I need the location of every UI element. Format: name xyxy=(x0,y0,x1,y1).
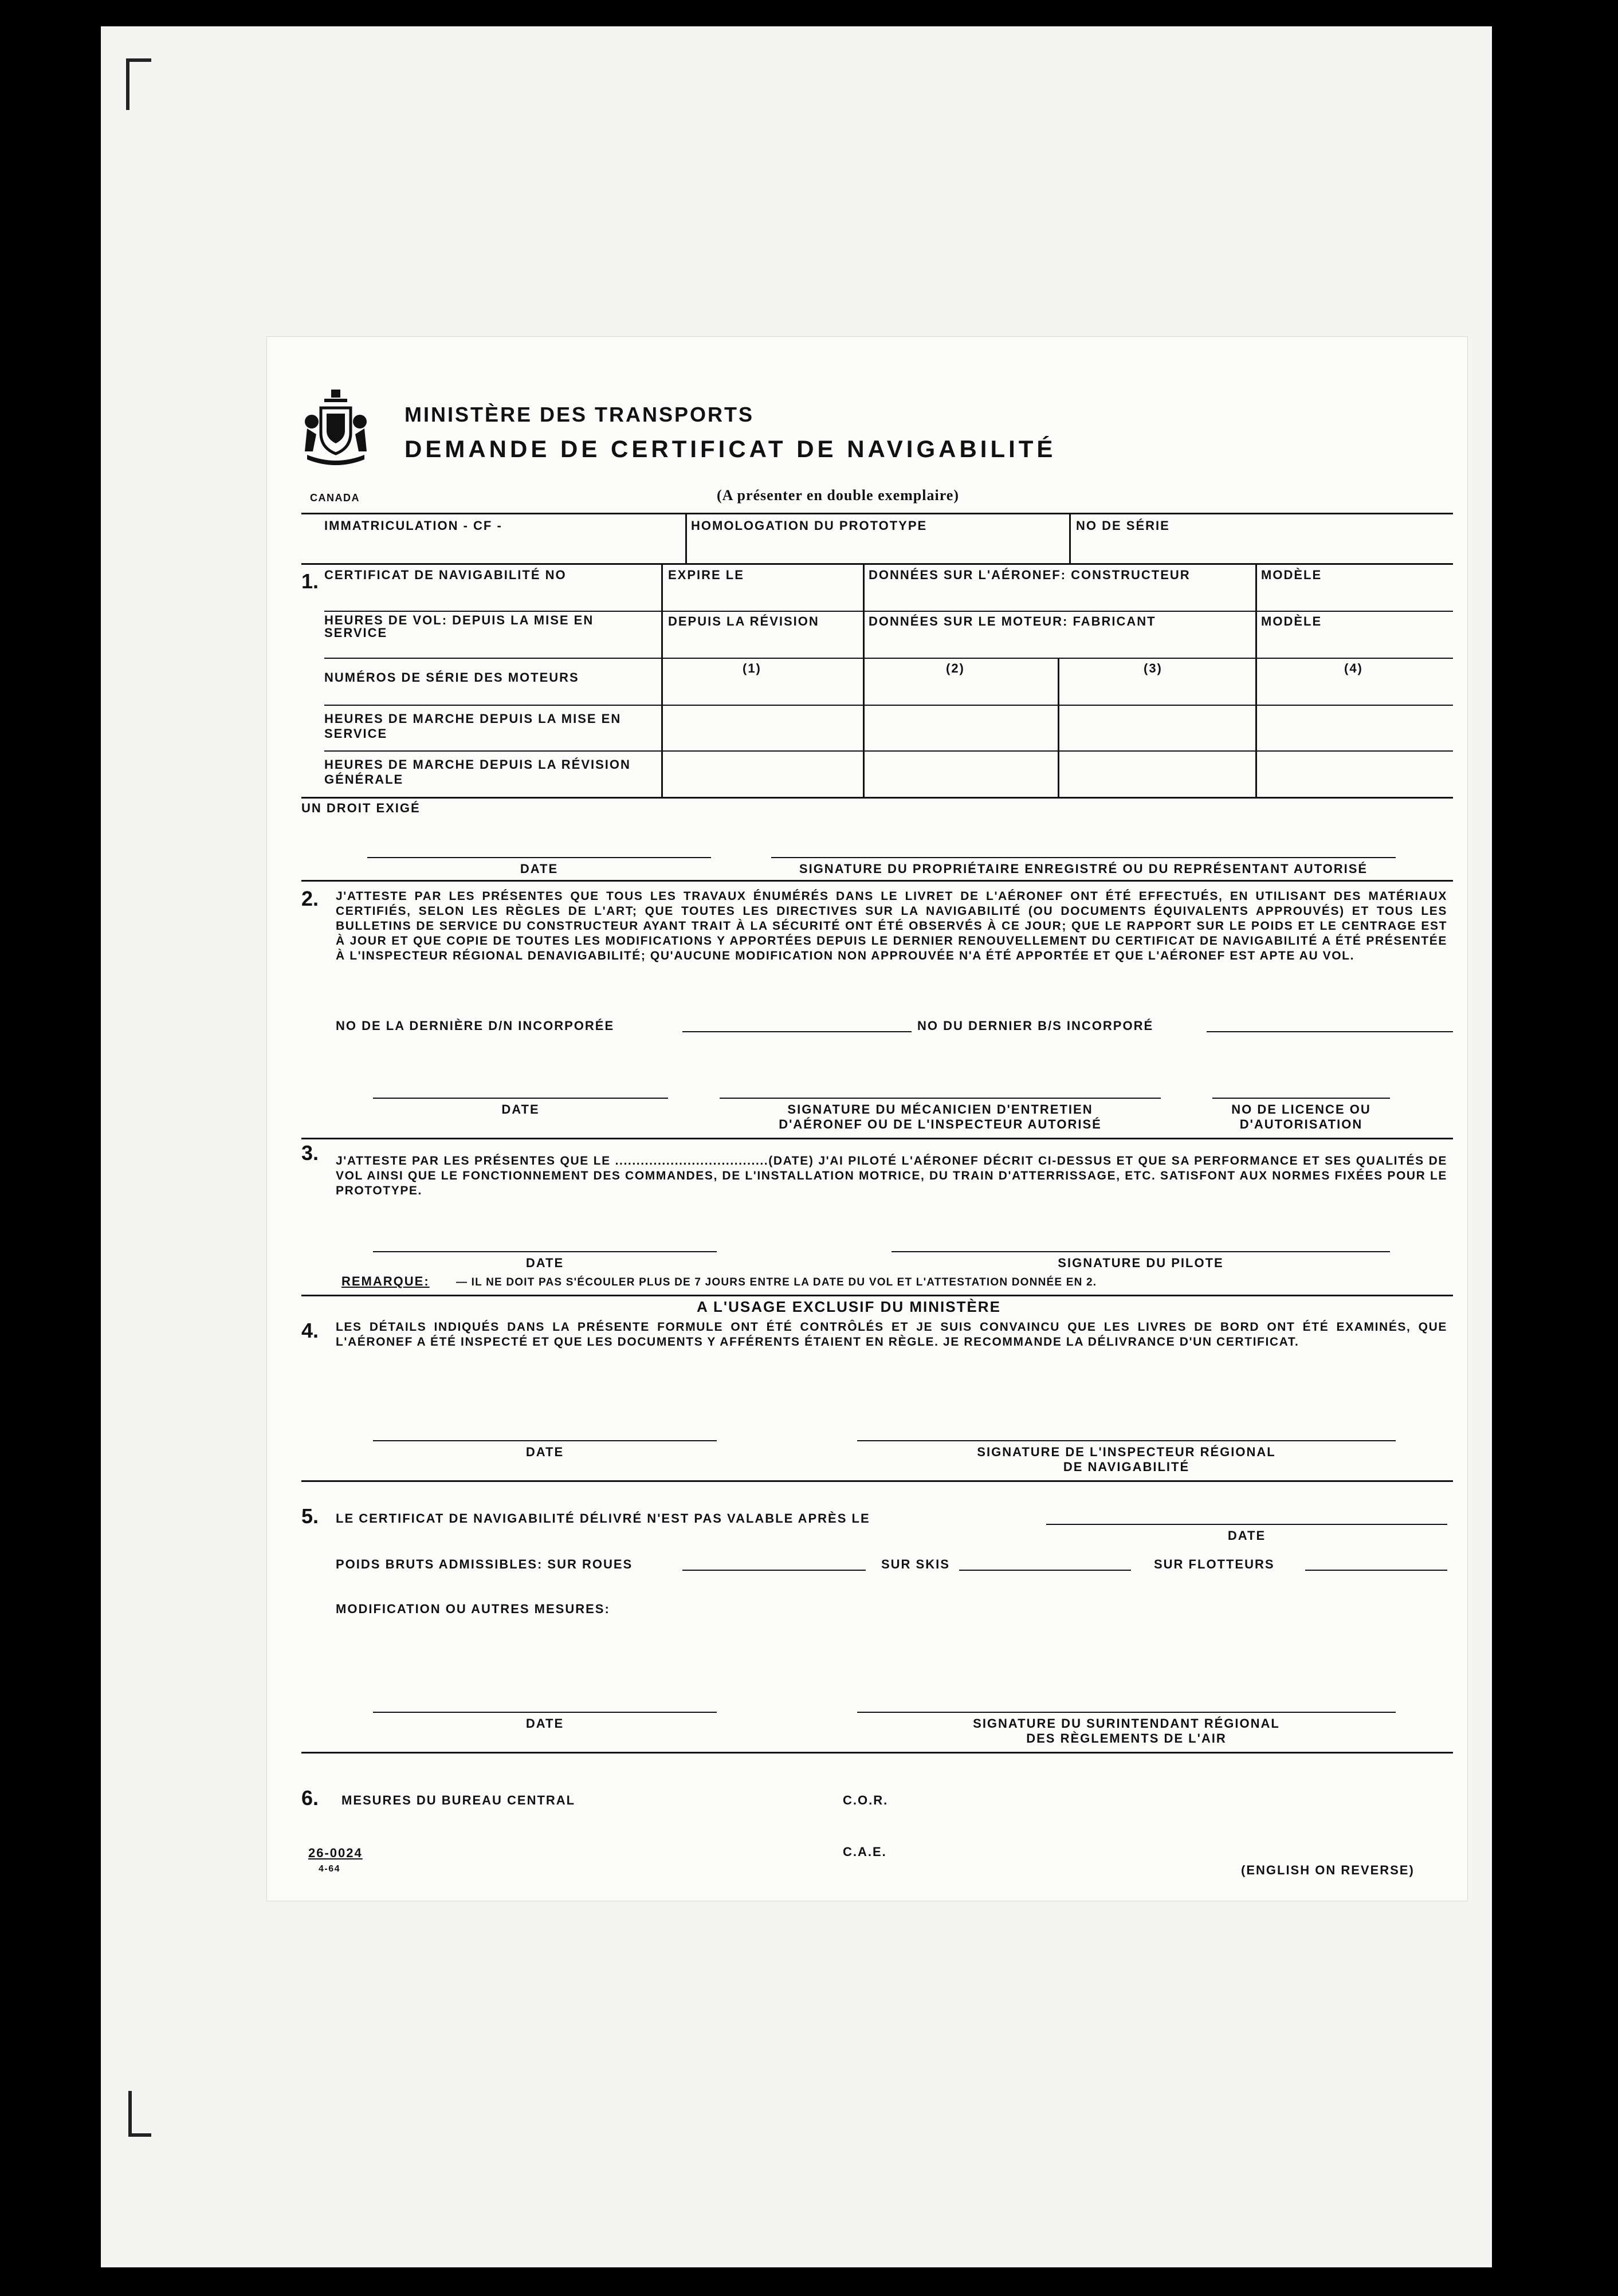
rule xyxy=(863,563,865,798)
remark-text: — IL NE DOIT PAS S'ÉCOULER PLUS DE 7 JOURS ENTRE LA DATE DU VOL ET L'ATTESTATION DONNÉE EN 2. xyxy=(456,1276,1097,1288)
serial-no-label: NO DE SÉRIE xyxy=(1076,518,1170,533)
rule xyxy=(1069,513,1071,564)
rule xyxy=(301,797,1453,799)
ministry-use-heading: A L'USAGE EXCLUSIF DU MINISTÈRE xyxy=(697,1298,1001,1315)
cor-label: C.O.R. xyxy=(843,1793,889,1807)
rule xyxy=(301,513,1453,514)
country-label: CANADA xyxy=(310,492,360,504)
wheels-weight-field[interactable] xyxy=(682,1570,866,1571)
rule xyxy=(301,1295,1453,1296)
engine-col-4: (4) xyxy=(1344,661,1363,675)
form-number: 26-0024 xyxy=(308,1846,363,1860)
crop-mark-top-left-h xyxy=(126,58,151,62)
date-label: DATE xyxy=(525,1256,564,1270)
superintendent-signature-label-2: DES RÈGLEMENTS DE L'AIR xyxy=(1026,1731,1227,1745)
date-label: DATE xyxy=(501,1102,540,1116)
hours-service-label: HEURES DE MARCHE DEPUIS LA MISE EN SERVICE xyxy=(324,711,622,741)
last-bs-field[interactable] xyxy=(1207,1031,1453,1032)
type-approval-label: HOMOLOGATION DU PROTOTYPE xyxy=(691,518,928,533)
rule xyxy=(301,1138,1453,1139)
date-line[interactable] xyxy=(373,1251,717,1252)
rule xyxy=(324,750,1453,752)
section-5-number: 5. xyxy=(301,1504,319,1528)
section-3-text: J'ATTESTE PAR LES PRÉSENTES QUE LE ....................................(DATE) J'AI PILOTÉ L'AÉRONEF DÉCRIT CI-DESSUS ET QUE SA PERFORMANCE ET SES QUALITÉS DE VOL AINSI QUE LE FONCTIONNEMENT DES COMMANDES, DE L'INSTALLATION MOTRICE, DU TRAIN D'ATTERRISSAGE, ETC. SATISFONT AUX NORMES FIXÉES POUR LE PROTOTYPE. xyxy=(336,1154,1447,1197)
registration-label: IMMATRICULATION - CF - xyxy=(324,518,502,533)
date-label: DATE xyxy=(520,862,559,876)
weights-label: POIDS BRUTS ADMISSIBLES: SUR ROUES xyxy=(336,1557,633,1571)
date-label: DATE xyxy=(525,1716,564,1731)
remark-label: REMARQUE: xyxy=(341,1274,430,1288)
rule xyxy=(301,880,1453,882)
form-subtitle: (A présenter en double exemplaire) xyxy=(717,487,959,504)
inspector-signature-label-2: DE NAVIGABILITÉ xyxy=(1063,1460,1190,1474)
date-line[interactable] xyxy=(373,1098,668,1099)
superintendent-signature-line[interactable] xyxy=(857,1712,1396,1713)
rule xyxy=(324,611,1453,612)
mechanic-signature-line[interactable] xyxy=(720,1098,1161,1099)
engine-data-label: DONNÉES SUR LE MOTEUR: FABRICANT xyxy=(869,614,1156,628)
model-label-1: MODÈLE xyxy=(1261,568,1322,582)
model-label-2: MODÈLE xyxy=(1261,614,1322,628)
rule xyxy=(685,513,687,564)
form-date: 4-64 xyxy=(319,1864,341,1874)
last-bs-label: NO DU DERNIER B/S INCORPORÉ xyxy=(917,1019,1154,1033)
last-dn-field[interactable] xyxy=(682,1031,912,1032)
licence-line[interactable] xyxy=(1212,1098,1390,1099)
rule xyxy=(301,1480,1453,1482)
licence-label-1: NO DE LICENCE OU xyxy=(1231,1102,1371,1116)
ministry-title: MINISTÈRE DES TRANSPORTS xyxy=(404,403,755,426)
section-6-number: 6. xyxy=(301,1786,319,1810)
owner-signature-label: SIGNATURE DU PROPRIÉTAIRE ENREGISTRÉ OU DU REPRÉSENTANT AUTORISÉ xyxy=(799,862,1368,876)
crop-mark-bottom-left-h xyxy=(128,2133,151,2137)
section-4-text: LES DÉTAILS INDIQUÉS DANS LA PRÉSENTE FORMULE ONT ÉTÉ CONTRÔLÉS ET JE SUIS CONVAINCU QUE LES LIVRES DE BORD ONT ÉTÉ EXAMINÉS, QUE L'AÉRONEF A ÉTÉ INSPECTÉ ET QUE LES DOCUMENTS Y AFFÉRENTS ÉTAIENT EN RÈGLE. JE RECOMMANDE LA DÉLIVRANCE D'UN CERTIFICAT. xyxy=(336,1320,1447,1348)
mechanic-signature-label-1: SIGNATURE DU MÉCANICIEN D'ENTRETIEN xyxy=(787,1102,1093,1116)
superintendent-signature-label-1: SIGNATURE DU SURINTENDANT RÉGIONAL xyxy=(973,1716,1280,1731)
validity-label: LE CERTIFICAT DE NAVIGABILITÉ DÉLIVRÉ N'EST PAS VALABLE APRÈS LE xyxy=(336,1511,870,1526)
rule xyxy=(324,658,1453,659)
since-revision-label: DEPUIS LA RÉVISION xyxy=(668,614,819,628)
last-dn-label: NO DE LA DERNIÈRE D/N INCORPORÉE xyxy=(336,1019,615,1033)
cae-label: C.A.E. xyxy=(843,1845,887,1859)
english-on-reverse: (ENGLISH ON REVERSE) xyxy=(1241,1863,1415,1877)
modification-label: MODIFICATION OU AUTRES MESURES: xyxy=(336,1602,610,1616)
floats-weight-field[interactable] xyxy=(1305,1570,1447,1571)
validity-date-field[interactable] xyxy=(1046,1524,1447,1525)
flight-hours-label: HEURES DE VOL: DEPUIS LA MISE EN SERVICE xyxy=(324,613,594,640)
date-label: DATE xyxy=(525,1445,564,1459)
inspector-signature-label-1: SIGNATURE DE L'INSPECTEUR RÉGIONAL xyxy=(977,1445,1276,1459)
inspector-signature-line[interactable] xyxy=(857,1440,1396,1441)
application-form xyxy=(266,336,1468,1901)
section-4-number: 4. xyxy=(301,1319,319,1342)
section-2-number: 2. xyxy=(301,887,319,910)
skis-weight-field[interactable] xyxy=(959,1570,1131,1571)
mechanic-signature-label-2: D'AÉRONEF OU DE L'INSPECTEUR AUTORISÉ xyxy=(779,1117,1102,1131)
rule xyxy=(324,705,1453,706)
owner-signature-line[interactable] xyxy=(771,857,1396,858)
rule xyxy=(301,1752,1453,1754)
validity-date-label: DATE xyxy=(1227,1528,1266,1543)
fee-label: UN DROIT EXIGÉ xyxy=(301,801,421,815)
date-line[interactable] xyxy=(373,1712,717,1713)
date-line[interactable] xyxy=(373,1440,717,1441)
coat-of-arms-icon xyxy=(301,388,370,469)
pilot-signature-label: SIGNATURE DU PILOTE xyxy=(1058,1256,1224,1270)
crop-mark-top-left xyxy=(126,58,129,110)
date-line[interactable] xyxy=(367,857,711,858)
expires-label: EXPIRE LE xyxy=(668,568,744,582)
engine-col-1: (1) xyxy=(743,661,761,675)
pilot-signature-line[interactable] xyxy=(892,1251,1390,1252)
central-office-label: MESURES DU BUREAU CENTRAL xyxy=(341,1793,576,1807)
section-1-number: 1. xyxy=(301,569,319,593)
cert-no-label: CERTIFICAT DE NAVIGABILITÉ NO xyxy=(324,568,567,582)
skis-label: SUR SKIS xyxy=(881,1557,950,1571)
rule xyxy=(661,563,663,798)
engine-col-2: (2) xyxy=(946,661,965,675)
engine-serials-label: NUMÉROS DE SÉRIE DES MOTEURS xyxy=(324,670,579,685)
rule xyxy=(1255,563,1257,798)
crop-mark-bottom-left xyxy=(128,2091,132,2137)
section-3-number: 3. xyxy=(301,1141,319,1165)
form-title: DEMANDE DE CERTIFICAT DE NAVIGABILITÉ xyxy=(404,435,1057,462)
section-2-text: J'ATTESTE PAR LES PRÉSENTES QUE TOUS LES TRAVAUX ÉNUMÉRÉS DANS LE LIVRET DE L'AÉRONEF ONT ÉTÉ EFFECTUÉS, EN UTILISANT DES MATÉRIAUX CERTIFIÉS, SELON LES RÈGLES DE L'ART; QUE TOUTES LES DIRECTIVES SUR LA NAVIGABILITÉ (OU DOCUMENTS ÉQUIVALENTS APPROUVÉS) ET TOUS LES BULLETINS DE SERVICE DU CONSTRUCTEUR AYANT TRAIT À LA SÉCURITÉ ONT ÉTÉ OBSERVÉS À CE JOUR; QUE LE RAPPORT SUR LE POIDS ET LE CENTRAGE EST À JOUR ET QUE COPIE DE TOUTES LES MODIFICATIONS Y APPORTÉES DEPUIS LE DERNIER RENOUVELLEMENT DU CERTIFICAT DE NAVIGABILITÉ A ÉTÉ PRÉSENTÉE À L'INSPECTEUR RÉGIONAL DENAVIGABILITÉ; QU'AUCUNE MODIFICATION NON APPROUVÉE N'A ÉTÉ APPORTÉE ET QUE L'AÉRONEF EST APTE AU VOL. xyxy=(336,890,1447,962)
engine-col-3: (3) xyxy=(1144,661,1163,675)
rule xyxy=(301,563,1453,565)
floats-label: SUR FLOTTEURS xyxy=(1154,1557,1275,1571)
rule xyxy=(1058,658,1059,798)
hours-overhaul-label: HEURES DE MARCHE DEPUIS LA RÉVISION GÉNÉRALE xyxy=(324,757,631,787)
aircraft-data-label: DONNÉES SUR L'AÉRONEF: CONSTRUCTEUR xyxy=(869,568,1191,582)
licence-label-2: D'AUTORISATION xyxy=(1239,1117,1363,1131)
